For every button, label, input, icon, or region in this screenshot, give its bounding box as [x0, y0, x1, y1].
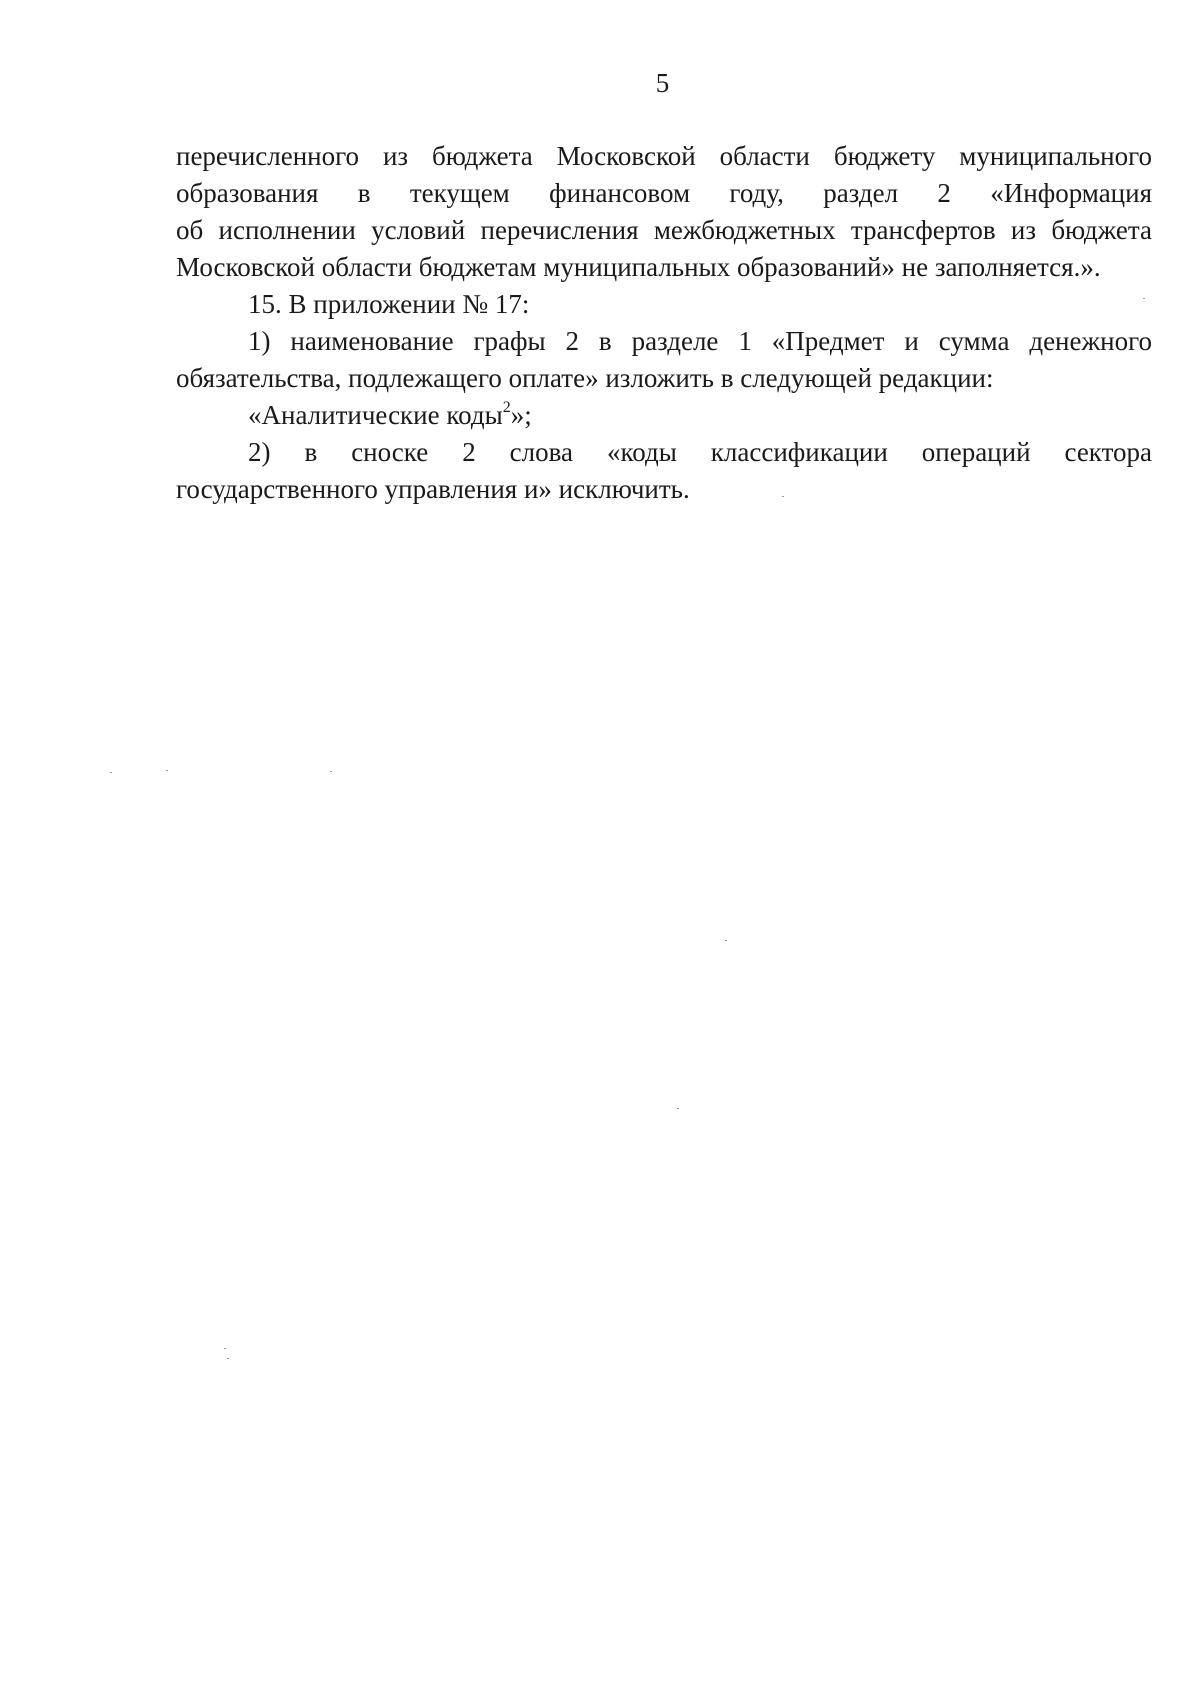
document-body — [176, 138, 1152, 508]
scan-speck — [725, 940, 727, 941]
scan-speck — [224, 1348, 226, 1349]
quoted-text: «Аналитические коды — [248, 400, 503, 430]
page-number: 5 — [655, 68, 670, 98]
scan-speck — [677, 1108, 679, 1109]
paragraph-line: образования в текущем финансовом году, раздел 2 «Информация — [176, 178, 1152, 208]
subitem-2-line: 2) в сноске 2 слова «коды классификации операций сектора — [248, 437, 1152, 467]
paragraph-line: об исполнении условий перечисления межбюджетных трансфертов из бюджета — [176, 215, 1152, 245]
scan-speck — [1143, 298, 1145, 299]
paragraph-line: Московской области бюджетам муниципальных образований» не заполняется.». — [176, 252, 1101, 282]
scan-speck — [782, 496, 784, 497]
subitem-1-line: 1) наименование графы 2 в разделе 1 «Предмет и сумма денежного — [248, 326, 1152, 356]
scan-speck — [330, 771, 332, 772]
subitem-1-line: обязательства, подлежащего оплате» изложить в следующей редакции: — [176, 363, 994, 393]
paragraph-line: перечисленного из бюджета Московской области бюджету муниципального — [176, 141, 1152, 171]
footnote-marker: 2 — [502, 399, 511, 416]
quoted-text-end: »; — [510, 400, 532, 430]
scan-speck — [110, 772, 112, 773]
subitem-2-line: государственного управления и» исключить. — [176, 474, 690, 504]
scan-speck — [166, 770, 168, 771]
item-15-heading: 15. В приложении № 17: — [248, 289, 530, 319]
quoted-new-wording — [176, 397, 1152, 434]
scan-speck — [227, 1358, 229, 1359]
